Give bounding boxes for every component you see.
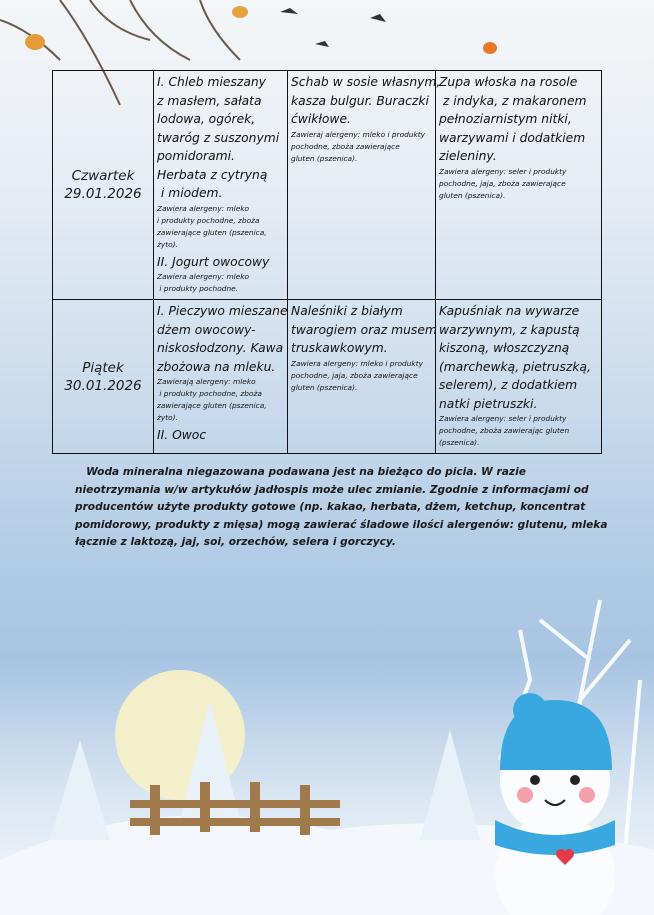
allergen-text: Zawiera alergeny: seler i produkty pochodne, jaja, zboża zawierające gluten (pszenica). [439,166,567,200]
meal-text: II. Owoc [157,428,207,442]
day-name: Czwartek [71,168,135,184]
allergen-text: Zawiera alergeny: seler i produkty pochodne, zboża zawierając gluten (pszenica). [439,414,570,447]
breakfast-cell [154,71,288,300]
meal-text: II. Jogurt owocowy [157,254,270,269]
day-date: 29.01.2026 [64,186,142,202]
soup-cell [436,71,602,300]
table-row [53,71,602,300]
day-name: Piątek [82,359,124,376]
meal-text: Naleśniki z białym twarogiem oraz musem truskawkowym. [291,304,437,355]
meal-text: I. Chleb mieszany z masłem, sałata lodowa, ogórek, twaróg z suszonymi pomidorami. Herbata z cytryną i miodem. [157,75,280,200]
breakfast-cell [154,300,288,454]
menu-table [52,70,602,454]
allergen-text: Zawiera alergeny: mleko i produkty pochodne, zboża zawierające gluten (pszenica, żyto). [157,203,267,249]
table-row [53,300,602,454]
allergen-text: Zawierają alergeny: mleko i produkty pochodne, zboża zawierające gluten (pszenica, żyto). [157,377,267,422]
meal-text: Kapuśniak na wywarze warzywnym, z kapustą kiszoną, włoszczyzną (marchewką, pietruszką, selerem), z dodatkiem natki pietruszki. [439,304,591,411]
info-note: Woda mineralna niegazowana podawana jest na bieżąco do picia. W razie nieotrzymania w/w artykułów jadłospis może ulec zmianie. Zgodnie z informacjami od producentów użyte produkty gotowe (np. kakao, herbata, dżem, ketchup, koncentrat pomidorowy, produkty z mięsa) mogą zawierać śladowe ilości alergenów: glutenu, mleka łącznie z laktozą, jaj, soi, orzechów, selera i gorczycy. [75,466,608,548]
day-cell [53,300,154,454]
day-cell [53,71,154,300]
winter-landscape-illustration [0,560,654,915]
meal-text: Schab w sosie własnym, kasza bulgur. Buraczki ćwikłowe. [291,75,441,126]
meal-text: Zupa włoska na rosole z indyka, z makaronem pełnoziarnistym nitki, warzywami i dodatkiem zieleniny. [439,75,587,163]
lunch-cell [288,71,441,300]
lunch-cell [288,300,436,454]
allergen-text: Zawieraj alergeny: mleko i produkty pochodne, zboża zawierające gluten (pszenica). [291,129,426,163]
meal-text: I. Pieczywo mieszane dżem owocowy- niskosłodzony. Kawa zbożowa na mleku. [157,304,288,374]
soup-cell [436,300,602,454]
allergen-text: Zawiera alergeny: mleko i produkty pochodne, jaja, zboża zawierające gluten (pszenica). [291,358,423,392]
day-date: 30.01.2026 [64,377,142,394]
allergen-text: Zawiera alergeny: mleko i produkty pochodne. [157,272,250,293]
